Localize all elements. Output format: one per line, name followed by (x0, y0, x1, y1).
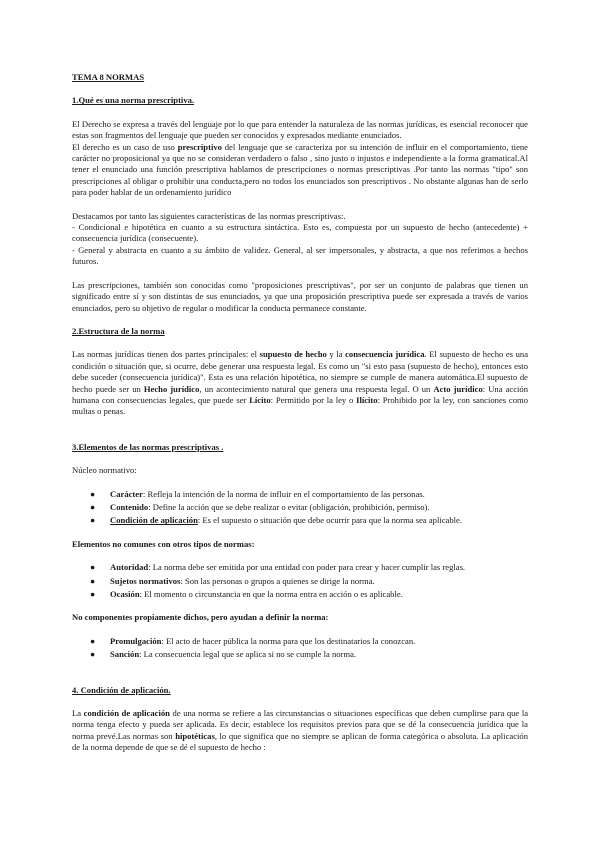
item-label: Sanción (110, 649, 140, 660)
s2-text-1: Las normas jurídicas tienen dos partes principales: el (72, 349, 260, 360)
item-label: Autoridad (110, 562, 149, 573)
s1-p2-bold: prescriptivo (177, 141, 222, 152)
list-item (72, 636, 528, 647)
item-label: Contenido (110, 501, 149, 512)
s1-p2-text-c: del lenguaje que se caracteriza por su intención de influir en el comportamiento, tiene carácter no proposicional ya que no se consideran verdadero o falso , sino justo o injustos e independiente a la forma gramatical.Al tener el enunciado una función prescriptiva hablamos de prescripciones o normas prescriptivas .Por tanto las normas "tipo" son prescripciones al obligar o prohibir una conducta,pero no todos los enunciados son prescriptivos . No obstante algunas han de serlo para poder hablar de un ordenamiento jurídico (72, 141, 528, 198)
section-4-heading: 4. Condición de aplicación. (72, 684, 171, 695)
no-comunes-list (72, 562, 528, 600)
bullet-icon: ● (90, 635, 96, 646)
s4-text-2: de una norma se refiere a las circunstancias o situaciones específicas que deben cumplirse para que la norma tenga efecto y pueda ser aplicada. Es decir, establece los requisitos previos para que se dé la consecuencia jurídica que la norma prevé.Las normas son (72, 708, 529, 741)
s4-bold-2: hipotéticas (175, 730, 215, 741)
bullet-icon: ● (90, 589, 96, 599)
s2-text-7: : Prohibido por la ley, con sanciones como multas o penas. (72, 394, 528, 417)
item-text: : La consecuencia legal que se aplica si no se cumple la norma. (139, 649, 357, 660)
list-item (72, 502, 528, 513)
list-item (72, 515, 528, 526)
item-text: : Define la acción que se debe realizar o evitar (obligación, prohibición, permiso). (148, 501, 430, 512)
s2-text-2: y la (326, 349, 346, 360)
s1-paragraph-4: - Condicional e hipotética en cuanto a su estructura sintáctica. Esto es, compuesta por un supuesto de hecho (antecedente) + consecuencia jurídica (consecuente). (72, 222, 528, 244)
bullet-icon: ● (90, 515, 96, 526)
item-label: Ocasión (110, 589, 140, 599)
s1-paragraph-1: El Derecho se expresa a través del lenguaje por lo que para entender la naturaleza de las normas jurídicas, es esencial reconocer que estas son fragmentos del lenguaje que pueden ser conocidos y expresados mediante enunciados. (72, 118, 528, 141)
bullet-icon: ● (90, 649, 96, 660)
section-2-heading: 2.Estructura de la norma (72, 325, 165, 336)
s2-paragraph (72, 349, 528, 417)
item-text: : Refleja la intención de la norma de influir en el comportamiento de las personas. (142, 488, 425, 499)
nucleo-normativo-label: Núcleo normativo: (72, 465, 137, 476)
s2-text-5: : Una acción humana con consecuencias legales, que puede ser (72, 383, 528, 405)
s2-bold-2: consecuencia jurídica (345, 349, 425, 360)
s1-paragraph-6: Las prescripciones, también son conocidas como "proposiciones prescriptivas", por ser un conjunto de palabras que tienen un significado entre sí y son distintas de sus enunciados, ya que una proposición prescriptiva puede ser expresada a través de varios enunciados, pero su objetivo de regular o modificar la conducta permanece constante. (72, 279, 528, 313)
s1-paragraph-2 (72, 142, 528, 199)
s4-bold-1: condición de aplicación (83, 708, 170, 719)
s1-paragraph-5: - General y abstracta en cuanto a su ámbito de validez. General, al ser impersonales, y abstracta, a que nos referimos a hechos futuros. (72, 244, 528, 267)
section-1-heading: 1.Qué es una norma prescriptiva. (72, 95, 195, 106)
s4-text-1: La (72, 708, 84, 719)
item-label: Sujetos normativos (110, 575, 181, 586)
item-label: Carácter (110, 488, 143, 499)
bullet-icon: ● (90, 562, 96, 573)
list-item (72, 576, 528, 587)
list-item (72, 589, 528, 600)
s2-text-6: : Permitido por la ley o (270, 394, 357, 405)
item-label: Promulgación (110, 635, 162, 646)
s4-text-3: , lo que significa que no siempre se aplican de forma categórica o absoluta. La aplicación de la norma depende de que se dé el supuesto de hecho : (72, 730, 528, 753)
no-comunes-label: Elementos no comunes con otros tipos de normas: (72, 538, 255, 549)
s1-paragraph-3: Destacamos por tanto las siguientes características de las normas prescriptivas:. (72, 210, 346, 221)
list-item (72, 562, 528, 573)
s2-bold-5: Lícito (249, 394, 271, 405)
nucleo-list (72, 489, 528, 527)
no-componentes-label: No componentes propiamente dichos, pero ayudan a definir la norma: (72, 612, 329, 623)
s2-text-3: . El supuesto de hecho es una condición o situación que, si ocurre, debe generar una respuesta legal. Es como un "si esto pasa (supuesto de hecho), entonces esto debe suceder (consecuencia jurídica)". Esta es una relación hipotética, no siempre se cumple de manera automática.El supuesto de hecho puede ser un (72, 349, 529, 394)
no-componentes-list (72, 636, 528, 661)
item-text: : El acto de hacer pública la norma para que los destinatarios la conozcan. (161, 635, 416, 646)
item-text: : Es el supuesto o situación que debe ocurrir para que la norma sea aplicable. (197, 515, 463, 526)
s2-text-4: , un acontecimiento natural que genera una respuesta legal. O un (199, 383, 434, 394)
s1-p2-text-a: El derecho es un caso de uso (72, 141, 178, 152)
item-text: : El momento o circunstancia en que la norma entra en acción o es aplicable. (139, 589, 403, 599)
item-text: : Son las personas o grupos a quienes se dirige la norma. (180, 575, 375, 586)
section-3-heading: 3.Elementos de las normas prescriptivas . (72, 441, 224, 452)
s2-bold-4: Acto jurídico (433, 383, 483, 394)
bullet-icon: ● (90, 501, 96, 512)
bullet-icon: ● (90, 575, 96, 586)
s2-bold-1: supuesto de hecho (259, 349, 327, 360)
s2-bold-6: Ilícito (356, 394, 378, 405)
list-item (72, 489, 528, 500)
item-label: Condición de aplicación (110, 515, 198, 526)
document-body (72, 72, 528, 754)
item-text: : La norma debe ser emitida por una entidad con poder para crear y hacer cumplir las reglas. (148, 562, 466, 573)
bullet-icon: ● (90, 488, 96, 499)
document-title: TEMA 8 NORMAS (72, 72, 145, 82)
s2-bold-3: Hecho jurídico (143, 383, 200, 394)
list-item (72, 649, 528, 660)
s4-paragraph (72, 708, 528, 754)
